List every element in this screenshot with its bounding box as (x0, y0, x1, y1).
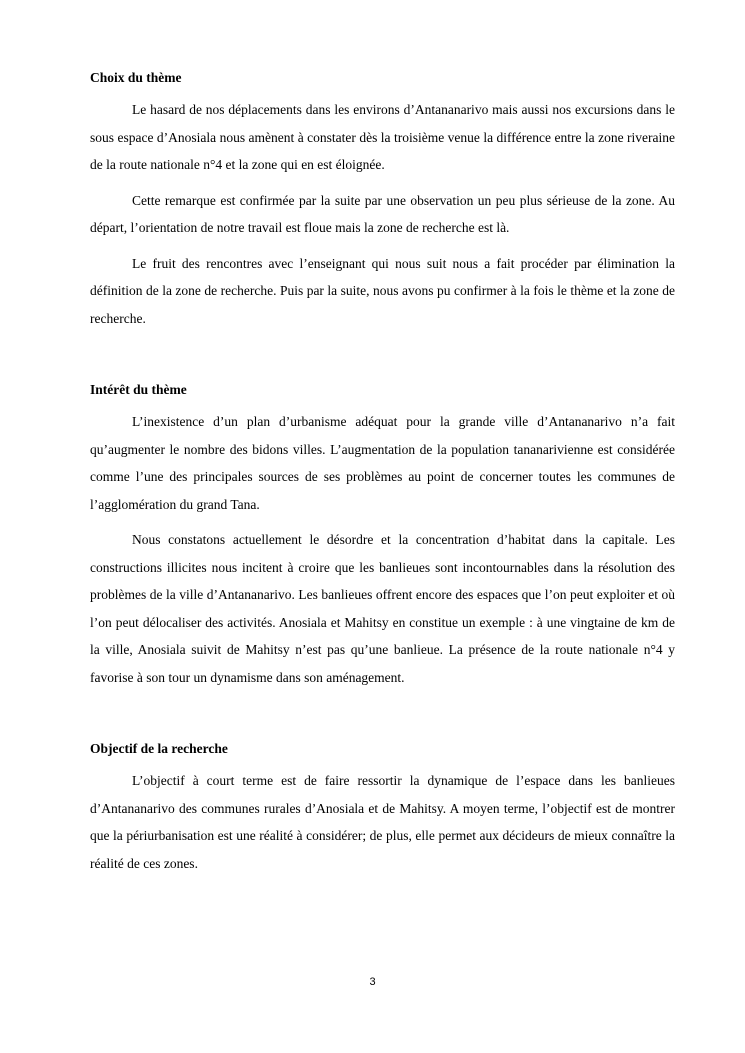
paragraph: Le fruit des rencontres avec l’enseignant qui nous suit nous a fait procéder par élimination la définition de la zone de recherche. Puis par la suite, nous avons pu confirmer à la fois le thème et la zone de recherche. (90, 255, 675, 326)
section-heading: Objectif de la recherche (90, 741, 228, 756)
section-interet-du-theme (90, 380, 675, 691)
page-number: 3 (369, 976, 376, 988)
paragraph: L’inexistence d’un plan d’urbanisme adéquat pour la grande ville d’Antananarivo n’a fait qu’augmenter le nombre des bidons villes. L’augmentation de la population tananarivienne est considérée comme l’une des principales sources de ses problèmes au point de concerner toutes les communes de l’agglomération du grand Tana. (90, 414, 675, 512)
document-page (90, 68, 675, 885)
section-choix-du-theme (90, 68, 675, 332)
paragraph: Le hasard de nos déplacements dans les environs d’Antananarivo mais aussi nos excursions dans le sous espace d’Anosiala nous amènent à constater dès la troisième venue la différence entre la zone riveraine de la route nationale n°4 et la zone qui en est éloignée. (90, 102, 675, 172)
paragraph: Cette remarque est confirmée par la suite par une observation un peu plus sérieuse de la zone. Au départ, l’orientation de notre travail est floue mais la zone de recherche est là. (90, 192, 675, 235)
section-spacer (90, 699, 675, 739)
paragraph: Nous constatons actuellement le désordre et la concentration d’habitat dans la capitale. Les constructions illicites nous incitent à croire que les banlieues sont incontournables dans la résolution des problèmes de la ville d’Antananarivo. Les banlieues offrent encore des espaces que l’on peut exploiter et où l’on peut délocaliser des activités. Anosiala et Mahitsy en constitue un exemple : à une vingtaine de km de la ville, Anosiala suivit de Mahitsy n’est pas qu’une banlieue. La présence de la route nationale n°4 y favorise à son tour un dynamisme dans son aménagement. (90, 532, 675, 685)
paragraph: L’objectif à court terme est de faire ressortir la dynamique de l’espace dans les banlieues d’Antananarivo des communes rurales d’Anosiala et de Mahitsy. A moyen terme, l’objectif est de montrer que la périurbanisation est une réalité à considérer; de plus, elle permet aux décideurs de mieux connaître la réalité de ces zones. (90, 773, 675, 871)
section-heading: Intérêt du thème (90, 382, 187, 397)
section-objectif-de-la-recherche (90, 739, 675, 877)
section-spacer (90, 340, 675, 380)
section-heading: Choix du thème (90, 70, 182, 85)
